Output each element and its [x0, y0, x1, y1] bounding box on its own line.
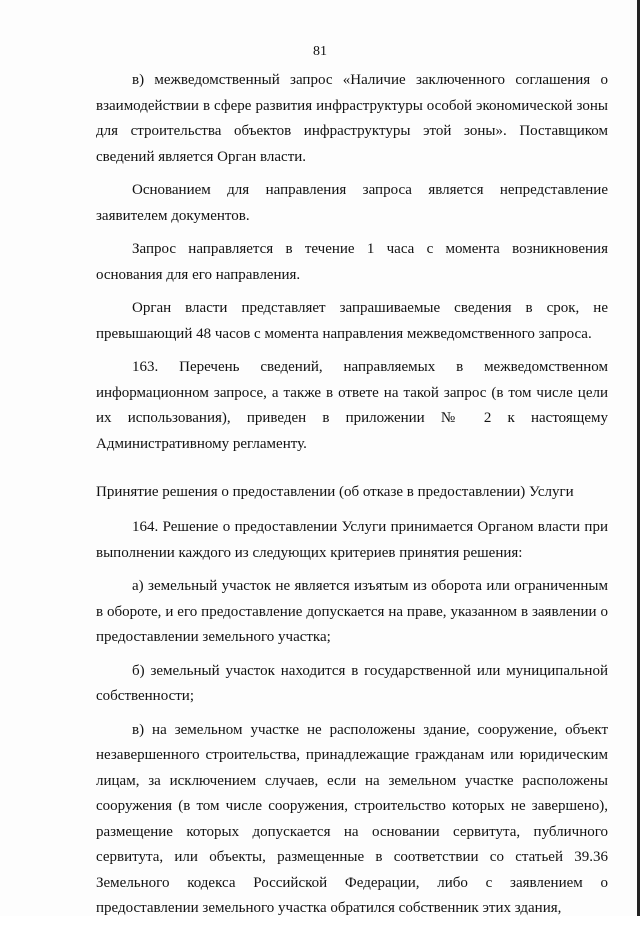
- paragraph-request-basis: Основанием для направления запроса является непредставление заявителем документов.: [96, 182, 608, 224]
- paragraph-163: 163. Перечень сведений, направляемых в межведомственном информационном запросе, а также в ответе на такой запрос (в том числе цели их использования), приведен в приложении № 2 к настоящему Административному регламенту.: [96, 359, 608, 452]
- criterion-a: а) земельный участок не является изъятым из оборота или ограниченным в обороте, и его предоставление допускается на праве, указанном в заявлении о предоставлении земельного участка;: [96, 578, 608, 645]
- page-number: 81: [313, 44, 327, 59]
- paragraph-164: 164. Решение о предоставлении Услуги принимается Органом власти при выполнении каждого из следующих критериев принятия решения:: [96, 519, 608, 561]
- paragraph-interagency-request-v: в) межведомственный запрос «Наличие заключенного соглашения о взаимодействии в сфере развития инфраструктуры особой экономической зоны для строительства объектов инфраструктуры этой зоны». Поставщиком сведений является Орган власти.: [96, 72, 608, 165]
- paragraph-response-deadline: Орган власти представляет запрашиваемые сведения в срок, не превышающий 48 часов с момента направления межведомственного запроса.: [96, 300, 608, 342]
- criterion-b: б) земельный участок находится в государственной или муниципальной собственности;: [96, 662, 608, 704]
- document-body: [96, 68, 608, 930]
- section-heading: Принятие решения о предоставлении (об отказе в предоставлении) Услуги: [96, 484, 574, 500]
- paragraph-request-timing: Запрос направляется в течение 1 часа с момента возникновения основания для его направления.: [96, 241, 608, 283]
- criterion-v: в) на земельном участке не расположены здание, сооружение, объект незавершенного строительства, принадлежащие гражданам или юридическим лицам, за исключением случаев, если на земельном участке расположены сооружения (в том числе сооружения, строительство которых не завершено), размещение которых допускается на основании сервитута, публичного сервитута, или объекты, размещенные в соответствии со статьей 39.36 Земельного кодекса Российской Федерации, либо с заявлением о предоставлении земельного участка обратился собственник этих здания,: [96, 721, 608, 916]
